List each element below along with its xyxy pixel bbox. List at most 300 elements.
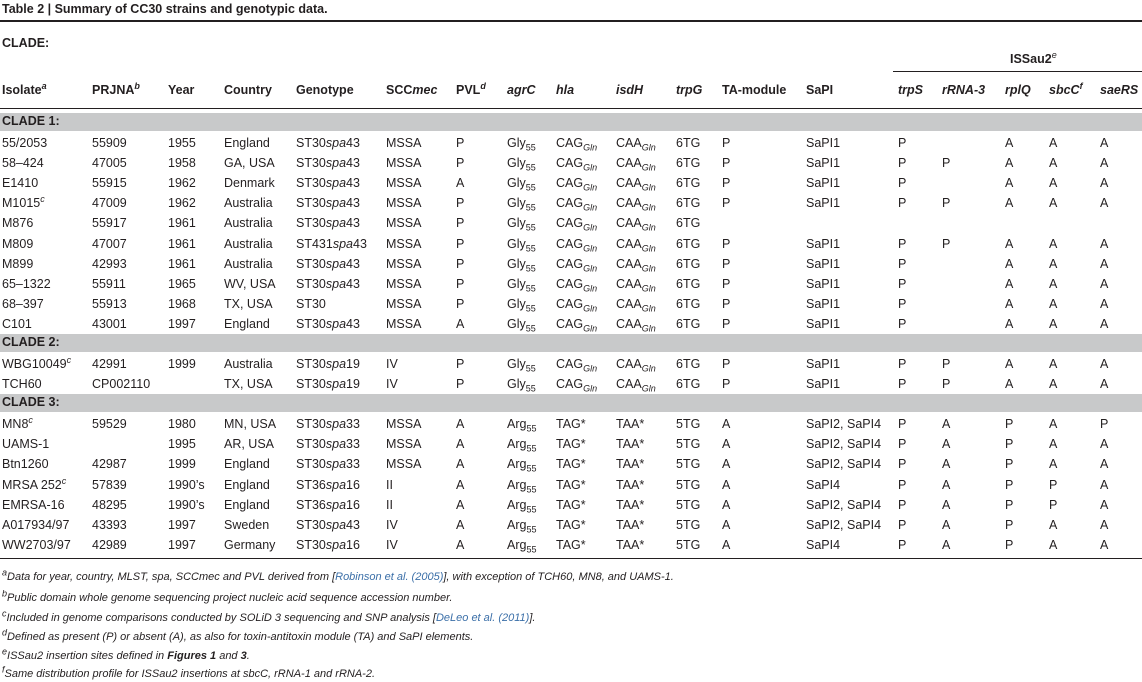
isolate-cell	[2, 377, 42, 391]
country-cell	[224, 518, 269, 532]
saers-cell	[1100, 297, 1108, 311]
isdh-cell	[616, 316, 656, 334]
saers-cell	[1100, 176, 1108, 190]
trpg-cell	[676, 237, 700, 251]
genotype-spa-word: spa	[325, 176, 347, 191]
isdh-value: TAA*	[616, 517, 645, 532]
hla-cell	[556, 478, 586, 492]
sbcc-value: P	[1049, 497, 1058, 512]
table-title: Table 2 | Summary of CC30 strains and genotypic data.	[2, 2, 328, 16]
sbcc-value: A	[1049, 417, 1058, 432]
column-header-label: rplQ	[1005, 83, 1031, 97]
genotype-cell	[296, 216, 360, 230]
hla-cell	[556, 457, 586, 471]
trps-cell	[898, 478, 906, 492]
year-value: 1999	[168, 457, 196, 472]
hla-cell	[556, 276, 598, 294]
table-row	[0, 234, 1142, 254]
rrna3-cell	[942, 156, 950, 170]
isdh-cell	[616, 417, 644, 431]
trpg-cell	[676, 357, 700, 371]
trpg-value: 6TG	[676, 156, 701, 171]
year-cell	[168, 417, 196, 431]
isdh-value: TAA*	[616, 457, 645, 472]
sccmec-cell	[386, 538, 398, 552]
isdh-value: CAA	[616, 316, 642, 331]
agrc-cell	[507, 136, 536, 153]
rrna3-cell	[942, 417, 950, 431]
country-cell	[224, 216, 273, 230]
country-cell	[224, 196, 273, 210]
trps-cell	[898, 457, 906, 471]
rplq-cell	[1005, 417, 1013, 431]
country-value: Australia	[224, 236, 273, 251]
isdh-cell	[616, 136, 656, 153]
prjna-value: 55915	[92, 176, 127, 191]
trps-cell	[898, 518, 906, 532]
agrc-value: Gly	[507, 236, 526, 251]
country-value: Australia	[224, 256, 273, 271]
ta-module-value: P	[722, 196, 731, 211]
agrc-subscript: 55	[525, 222, 536, 233]
pvl-value: P	[456, 216, 465, 231]
pvl-value: P	[456, 377, 465, 392]
genotype-st: ST30	[296, 437, 326, 452]
prjna-value: 43001	[92, 316, 127, 331]
ta-module-value: A	[722, 437, 731, 452]
genotype-cell	[296, 457, 360, 471]
isdh-value: TAA*	[616, 497, 645, 512]
pvl-cell	[456, 498, 464, 512]
sccmec-value: IV	[386, 357, 398, 371]
isolate-name: E1410	[2, 176, 39, 191]
sapi-value: SaPI1	[806, 236, 841, 251]
table-row	[0, 254, 1142, 274]
rplq-value: P	[1005, 457, 1014, 472]
pvl-value: A	[456, 417, 465, 432]
rplq-cell	[1005, 538, 1013, 552]
trpg-cell	[676, 498, 700, 512]
genotype-spa-word: spa	[325, 377, 347, 392]
trpg-cell	[676, 377, 700, 391]
ta-module-value: A	[722, 457, 731, 472]
genotype-cell	[296, 176, 360, 190]
agrc-cell	[507, 156, 536, 173]
genotype-cell	[296, 277, 360, 291]
rplq-value: A	[1005, 276, 1014, 291]
rplq-value: A	[1005, 377, 1014, 392]
footnote-e: $^e$ISSau2 insertion sites defined in Figures 1 and 3.	[2, 646, 250, 662]
genotype-spa-word: spa	[325, 357, 347, 371]
genotype-spa-type: 16	[346, 497, 360, 512]
trpg-cell	[676, 176, 700, 190]
prjna-value: 47009	[92, 196, 127, 211]
column-header-label: SCC	[386, 83, 413, 97]
agrc-subscript: 55	[525, 303, 536, 314]
prjna-cell	[92, 377, 150, 391]
isdh-value: TAA*	[616, 537, 645, 552]
pvl-cell	[456, 136, 464, 150]
column-header-label: agrC	[507, 83, 536, 97]
trpg-value: 6TG	[676, 276, 701, 291]
isdh-value: TAA*	[616, 417, 645, 432]
sccmec-value: MSSA	[386, 136, 422, 150]
rrna3-value: A	[942, 457, 951, 472]
agrc-subscript: 55	[526, 524, 537, 535]
ta-module-value: P	[722, 296, 731, 311]
genotype-spa-word: spa	[325, 276, 347, 291]
sccmec-cell	[386, 417, 421, 431]
saers-cell	[1100, 277, 1108, 291]
isolate-footnote-mark: c	[61, 475, 67, 486]
agrc-cell	[507, 296, 536, 314]
genotype-spa-type: 33	[346, 437, 360, 452]
issau2-group-header: ISSau2e	[1010, 49, 1057, 66]
sccmec-value: MSSA	[386, 236, 422, 251]
sapi-cell	[806, 257, 840, 271]
sbcc-value: A	[1049, 136, 1058, 150]
isdh-value: CAA	[616, 156, 642, 171]
sccmec-value: MSSA	[386, 216, 422, 231]
sapi-value: SaPI1	[806, 136, 841, 150]
country-value: TX, USA	[224, 296, 273, 311]
country-cell	[224, 377, 273, 391]
isolate-name: 58–424	[2, 156, 44, 171]
prjna-value: 47007	[92, 236, 127, 251]
prjna-cell	[92, 237, 127, 251]
hla-value: CAG	[556, 236, 584, 251]
ta-module-cell	[722, 417, 730, 431]
ta-module-value: P	[722, 276, 731, 291]
country-cell	[224, 538, 275, 552]
sccmec-cell	[386, 498, 393, 512]
trpg-value: 5TG	[676, 497, 701, 512]
genotype-spa-word: spa	[325, 256, 347, 271]
agrc-cell	[507, 176, 536, 193]
trps-cell	[898, 317, 906, 331]
pvl-value: P	[456, 236, 465, 251]
isdh-value: CAA	[616, 256, 642, 271]
country-value: England	[224, 136, 270, 150]
saers-value: A	[1100, 156, 1109, 171]
agrc-subscript: 55	[525, 202, 536, 213]
trpg-value: 6TG	[676, 136, 701, 150]
rplq-value: A	[1005, 296, 1014, 311]
country-value: England	[224, 477, 270, 492]
trps-cell	[898, 437, 906, 451]
rrna3-cell	[942, 377, 950, 391]
agrc-value: Gly	[507, 377, 526, 392]
year-cell	[168, 498, 205, 512]
isolate-cell	[2, 216, 33, 230]
pvl-cell	[456, 317, 464, 331]
genotype-st: ST431	[296, 236, 333, 251]
prjna-value: 42993	[92, 256, 127, 271]
table-row	[0, 173, 1142, 193]
saers-value: A	[1100, 457, 1109, 472]
country-cell	[224, 257, 273, 271]
genotype-st: ST30	[296, 357, 326, 371]
sapi-cell	[806, 196, 840, 210]
genotype-spa-type: 43	[346, 216, 360, 231]
country-cell	[224, 176, 275, 190]
hla-cell	[556, 498, 586, 512]
year-value: 1968	[168, 296, 196, 311]
saers-cell	[1100, 457, 1108, 471]
table-row	[0, 213, 1142, 233]
agrc-subscript: 55	[525, 323, 536, 334]
top-rule	[0, 20, 1142, 22]
column-header	[386, 83, 437, 97]
rrna3-value: P	[942, 236, 951, 251]
sccmec-cell	[386, 237, 421, 251]
saers-value: A	[1100, 537, 1109, 552]
trpg-value: 5TG	[676, 537, 701, 552]
table-row	[0, 314, 1142, 334]
agrc-cell	[507, 457, 537, 474]
country-value: Sweden	[224, 517, 270, 532]
saers-value: A	[1100, 377, 1109, 392]
trps-cell	[898, 538, 906, 552]
isolate-cell	[2, 457, 49, 471]
sapi-value: SaPI4	[806, 477, 841, 492]
sbcc-value: A	[1049, 517, 1058, 532]
column-header-label: Country	[224, 83, 272, 97]
saers-cell	[1100, 156, 1108, 170]
rplq-cell	[1005, 357, 1013, 371]
rplq-value: A	[1005, 357, 1014, 371]
agrc-value: Arg	[507, 497, 527, 512]
sbcc-cell	[1049, 538, 1057, 552]
country-cell	[224, 417, 276, 431]
sccmec-cell	[386, 257, 421, 271]
sapi-value: SaPI2, SaPI4	[806, 457, 882, 472]
rplq-cell	[1005, 457, 1013, 471]
column-header-label: rRNA-3	[942, 83, 986, 97]
trpg-cell	[676, 297, 700, 311]
pvl-cell	[456, 156, 464, 170]
isdh-cell	[616, 498, 644, 512]
isdh-cell	[616, 538, 644, 552]
ta-module-value: A	[722, 517, 731, 532]
sbcc-value: A	[1049, 437, 1058, 452]
rplq-value: P	[1005, 517, 1014, 532]
sbcc-value: A	[1049, 537, 1058, 552]
country-value: England	[224, 497, 270, 512]
year-cell	[168, 297, 196, 311]
column-header	[676, 83, 702, 97]
sbcc-cell	[1049, 457, 1057, 471]
trps-value: P	[898, 276, 907, 291]
isdh-value: CAA	[616, 377, 642, 392]
prjna-value: 42991	[92, 357, 127, 371]
sbcc-value: A	[1049, 236, 1058, 251]
sapi-cell	[806, 176, 840, 190]
ta-module-value: P	[722, 236, 731, 251]
sccmec-value: MSSA	[386, 156, 422, 171]
table-row	[0, 274, 1142, 294]
column-header-label: trpG	[676, 83, 703, 97]
ta-module-value: P	[722, 316, 731, 331]
hla-cell	[556, 417, 586, 431]
hla-subscript: Gln	[583, 182, 598, 193]
trpg-value: 6TG	[676, 377, 701, 392]
sapi-cell	[806, 156, 840, 170]
ta-module-cell	[722, 518, 730, 532]
genotype-spa-type: 43	[353, 236, 367, 251]
column-header	[556, 83, 574, 97]
sccmec-value: MSSA	[386, 256, 422, 271]
pvl-value: A	[456, 537, 465, 552]
isolate-name: M899	[2, 256, 34, 271]
column-header	[1100, 83, 1138, 97]
sapi-value: SaPI1	[806, 296, 841, 311]
prjna-cell	[92, 357, 127, 371]
ta-module-value: P	[722, 136, 731, 150]
sccmec-value: MSSA	[386, 176, 422, 191]
figure-3-link[interactable]: 3	[240, 650, 247, 662]
year-value: 1955	[168, 136, 196, 150]
country-value: England	[224, 457, 270, 472]
trps-cell	[898, 498, 906, 512]
table-row	[0, 535, 1142, 555]
column-header	[456, 80, 486, 97]
pvl-cell	[456, 297, 464, 311]
footnote-c-reference-link[interactable]: DeLeo et al. (2011)	[435, 612, 530, 624]
hla-value: CAG	[556, 276, 584, 291]
rplq-cell	[1005, 176, 1013, 190]
isdh-subscript: Gln	[641, 202, 656, 213]
hla-value: TAG*	[556, 537, 586, 552]
genotype-spa-type: 16	[346, 477, 360, 492]
hla-value: CAG	[556, 196, 584, 211]
year-value: 1962	[168, 196, 196, 211]
hla-cell	[556, 316, 598, 334]
isdh-cell	[616, 518, 644, 532]
footnote-a-reference-link[interactable]: Robinson et al. (2005)	[335, 571, 444, 583]
genotype-spa-word: spa	[325, 316, 347, 331]
ta-module-cell	[722, 437, 730, 451]
table-row	[0, 153, 1142, 173]
hla-cell	[556, 518, 586, 532]
country-cell	[224, 297, 273, 311]
sapi-cell	[806, 297, 840, 311]
prjna-cell	[92, 317, 127, 331]
agrc-subscript: 55	[526, 544, 537, 555]
agrc-subscript: 55	[526, 443, 537, 454]
isolate-cell	[2, 277, 51, 291]
trps-value: P	[898, 236, 907, 251]
genotype-cell	[296, 257, 360, 271]
column-header-footnote-mark: f	[1079, 80, 1083, 91]
column-header	[806, 83, 833, 97]
rplq-value: P	[1005, 477, 1014, 492]
genotype-st: ST30	[296, 537, 326, 552]
table-row	[0, 193, 1142, 213]
hla-subscript: Gln	[583, 202, 598, 213]
sccmec-value: MSSA	[386, 316, 422, 331]
column-header-footnote-mark: d	[480, 80, 486, 91]
clade-heading: CLADE:	[2, 36, 50, 50]
trpg-cell	[676, 457, 700, 471]
hla-cell	[556, 237, 597, 251]
year-value: 1997	[168, 316, 196, 331]
prjna-cell	[92, 156, 127, 170]
column-header	[616, 83, 643, 97]
isdh-value: TAA*	[616, 477, 645, 492]
isolate-cell	[2, 297, 44, 311]
footnote-d: $^d$Defined as present (P) or absent (A), as also for toxin-antitoxin module (TA) and SaPI elements.	[2, 627, 474, 643]
sbcc-value: A	[1049, 457, 1058, 472]
isdh-cell	[616, 176, 656, 193]
agrc-subscript: 55	[525, 263, 536, 274]
country-cell	[224, 437, 274, 451]
agrc-value: Gly	[507, 316, 526, 331]
table-row	[0, 495, 1142, 515]
isolate-name: M1015	[2, 196, 41, 211]
genotype-spa-word: spa	[325, 417, 347, 432]
pvl-cell	[456, 478, 464, 492]
pvl-cell	[456, 216, 464, 230]
rplq-value: P	[1005, 497, 1014, 512]
isolate-cell	[2, 176, 38, 190]
isdh-subscript: Gln	[641, 162, 656, 173]
country-cell	[224, 457, 270, 471]
genotype-st: ST30	[296, 457, 326, 472]
rplq-value: P	[1005, 417, 1014, 432]
hla-value: CAG	[556, 296, 584, 311]
isdh-value: CAA	[616, 176, 642, 191]
genotype-st: ST36	[296, 497, 326, 512]
column-header-label: PVL	[456, 83, 481, 97]
sccmec-value: II	[386, 477, 393, 492]
isdh-value: CAA	[616, 216, 642, 231]
sbcc-value: A	[1049, 196, 1058, 211]
agrc-subscript: 55	[525, 243, 536, 253]
table-row	[0, 515, 1142, 535]
pvl-cell	[456, 257, 464, 271]
rrna3-value: A	[942, 417, 951, 432]
rplq-value: A	[1005, 256, 1014, 271]
trps-cell	[898, 136, 906, 150]
table-row	[0, 374, 1142, 394]
pvl-cell	[456, 277, 464, 291]
trps-value: P	[898, 437, 907, 452]
figure-1-link[interactable]: Figures 1	[167, 650, 217, 662]
isolate-cell	[2, 196, 45, 210]
sbcc-value: A	[1049, 156, 1058, 171]
genotype-spa-type: 33	[346, 417, 360, 432]
pvl-value: P	[456, 357, 465, 371]
genotype-cell	[296, 437, 360, 451]
prjna-value: 42989	[92, 537, 127, 552]
genotype-spa-word: spa	[332, 236, 353, 251]
trpg-cell	[676, 156, 700, 170]
trpg-cell	[676, 317, 700, 331]
ta-module-cell	[722, 357, 730, 371]
genotype-cell	[296, 136, 360, 150]
rplq-value: A	[1005, 316, 1014, 331]
rrna3-cell	[942, 237, 950, 251]
agrc-value: Gly	[507, 176, 526, 191]
genotype-cell	[296, 237, 367, 251]
saers-value: A	[1100, 357, 1109, 371]
isolate-cell	[2, 156, 44, 170]
genotype-spa-word: spa	[325, 216, 347, 231]
ta-module-value: P	[722, 156, 731, 171]
isolate-cell	[2, 317, 32, 331]
saers-value: A	[1100, 497, 1109, 512]
